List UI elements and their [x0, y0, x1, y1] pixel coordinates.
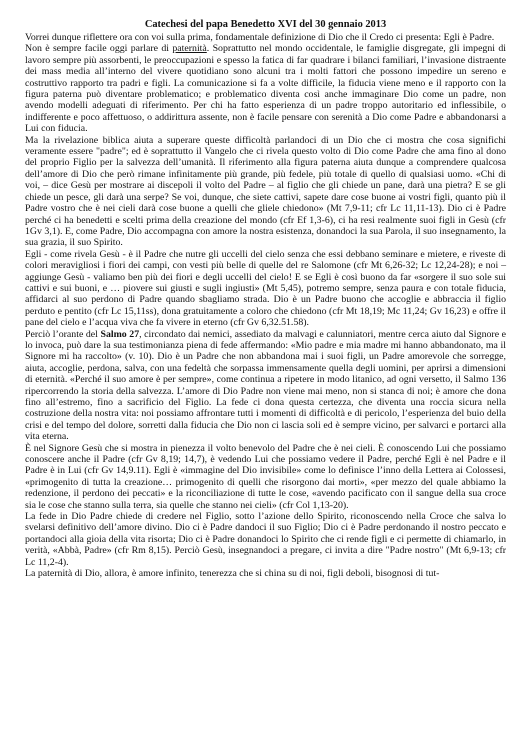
paragraph-text: . Soprattutto nel mondo occidentale, le famiglie disgregate, gli impegni di lavoro sempre più assorbenti, le preoccupazioni e spesso la fatica di far quadrare i bilanci familiari, l’invasione distraente dei mass media all’interno del vivere quotidiano sono alcuni tra i molti fattori che possono impedire un sereno e costruttivo rapporto tra padri e figli. La comunicazione si fa a volte difficile, la fiducia viene meno e il rapporto con la figura paterna può diventare problematico; e problematico diventa così anche immaginare Dio come un padre, non avendo modelli adeguati di riferimento. Per chi ha fatto esperienza di un padre troppo autoritario ed inflessibile, o indifferente e poco affettuoso, o addirittura assente, non è facile pensare con serenità a Dio come Padre e abbandonarsi a Lui con fiducia. — [25, 43, 506, 135]
paragraph-jesus — [25, 443, 506, 511]
paragraph-text: , circondato dai nemici, assediato da malvagi e calunniatori, mentre cerca aiuto dal Signore e lo invoca, può dare la sua testimonianza piena di fede affermando: «Mio padre e mia madre mi hanno abbandonato, ma il Signore mi ha raccolto» (v. 10). Dio è un Padre che non abbandona mai i suoi figli, un Padre amorevole che sorregge, aiuta, accoglie, perdona, salva, con una fedeltà che sorpassa immensamente quella degli uomini, per aprirsi a dimensioni di eternità. «Perché il suo amore è per sempre», come continua a ripetere in modo litanico, ad ogni versetto, il Salmo 136 ripercorrendo la storia della salvezza. L’amore di Dio Padre non viene mai meno, non si stanca di noi; è amore che dona fino all’estremo, fino a sacrificio del Figlio. La fede ci dona questa certezza, che diventa una roccia sicura nella costruzione della nostra vita: noi possiamo affrontare tutti i momenti di difficoltà e di pericolo, l’esperienza del buio della crisi e del tempo del dolore, sorretti dalla fiducia che Dio non ci lascia soli ed è sempre vicino, per salvarci e portarci alla vita eterna. — [25, 328, 506, 443]
paragraph-text: Vorrei dunque riflettere ora con voi sulla prima, fondamentale definizione di Dio che il Credo ci presenta: Egli è Padre. — [25, 32, 495, 43]
paragraph-text: È nel Signore Gesù che si mostra in pienezza il volto benevolo del Padre che è nei cieli. È conoscendo Lui che possiamo conoscere anche il Padre (cfr Gv 8,19; 14,7), è vedendo Lui che possiamo vedere il Padre, perché Egli è nel Padre e il Padre è in Lui (cfr Gv 14,9.11). Egli è «immagine del Dio invisibile» come lo definisce l’inno della Lettera ai Colossesi, «primogenito di tutta la creazione… primogenito di quelli che risorgono dai morti», «per mezzo del quale abbiamo la redenzione, il perdono dei peccati» e la riconciliazione di tutte le cose, «avendo pacificato con il sangue della sua croce sia le cose che stanno sulla terra, sia quelle che stanno nei cieli» (cfr Col 1,13-20). — [25, 442, 506, 511]
paragraph-closing — [25, 568, 506, 579]
paragraph-text: Ma la rivelazione biblica aiuta a superare queste difficoltà parlandoci di un Dio che ci mostra che cosa significhi veramente essere "padre"; ed è soprattutto il Vangelo che ci rivela questo volto di Dio come Padre che ama fino al dono del proprio Figlio per la salvezza dell’umanità. Il riferimento alla figura paterna aiuta dunque a comprendere qualcosa dell’amore di Dio che però rimane infinitamente più grande, più fedele, più totale di quello di qualsiasi uomo. «Chi di voi, – dice Gesù per mostrare ai discepoli il volto del Padre – al figlio che gli chiede un pane, darà una pietra? E se gli chiede un pesce, gli darà una serpe? Se voi, dunque, che siete cattivi, sapete dare cose buone ai vostri figli, quanto più il Padre vostro che è nei cieli darà cose buone a quelli che gliele chiedono» (Mt 7,9-11; cfr Lc 11,11-13). Dio ci è Padre perché ci ha benedetti e scelti prima della creazione del mondo (cfr Ef 1,3-6), ci ha resi realmente suoi figli in Gesù (cfr 1Gv 3,1). E, come Padre, Dio accompagna con amore la nostra esistenza, donandoci la sua Parola, il suo insegnamento, la sua grazia, il suo Spirito. — [25, 134, 506, 249]
underlined-term: paternità — [172, 43, 207, 55]
paragraph-paternity — [25, 43, 506, 134]
paragraph-providence — [25, 249, 506, 329]
paragraph-text: La fede in Dio Padre chiede di credere nel Figlio, sotto l’azione dello Spirito, riconoscendo nella Croce che salva lo svelarsi definitivo dell’amore divino. Dio ci è Padre dandoci il suo Figlio; Dio ci è Padre perdonando il nostro peccato e portandoci alla gioia della vita risorta; Dio ci è Padre donandoci lo Spirito che ci rende figli e ci permette di chiamarlo, in verità, «Abbà, Padre» (cfr Rm 8,15). Perciò Gesù, insegnandoci a pregare, ci invita a dire "Padre nostro" (Mt 6,9-13; cfr Lc 11,2-4). — [25, 511, 506, 568]
paragraph-intro — [25, 32, 506, 43]
paragraph-revelation — [25, 135, 506, 249]
bold-term: Salmo 27 — [100, 328, 140, 340]
paragraph-text: La paternità di Dio, allora, è amore infinito, tenerezza che si china su di noi, figli deboli, bisognosi di tut- — [25, 568, 440, 580]
document-title: Catechesi del papa Benedetto XVI del 30 gennaio 2013 — [144, 19, 387, 30]
paragraph-psalm — [25, 329, 506, 443]
paragraph-faith — [25, 511, 506, 568]
paragraph-text: Perciò l’orante del — [25, 328, 101, 340]
paragraph-text: Non è sempre facile oggi parlare di — [25, 43, 173, 55]
paragraph-text: Egli - come rivela Gesù - è il Padre che nutre gli uccelli del cielo senza che essi debbano seminare e mietere, e riveste di colori meravigliosi i fiori dei campi, con vesti più belle di quelle del re Salomone (cfr Mt 6,26-32; Lc 12,24-28); e noi – aggiunge Gesù - valiamo ben più dei fiori e degli uccelli del cielo! E se Egli è così buono da far «sorgere il suo sole sui cattivi e sui buoni, e … piovere sui giusti e sugli ingiusti» (Mt 5,45), potremo sempre, senza paura e con totale fiducia, affidarci al suo perdono di Padre quando sbagliamo strada. Dio è un Padre buono che accoglie e abbraccia il figlio perduto e pentito (cfr Lc 15,11ss), dona gratuitamente a coloro che chiedono (cfr Mt 18,19; Mc 11,24; Gv 16,23) e offre il pane del cielo e l’acqua viva che fa vivere in eterno (cfr Gv 6,32.51.58). — [25, 248, 506, 329]
